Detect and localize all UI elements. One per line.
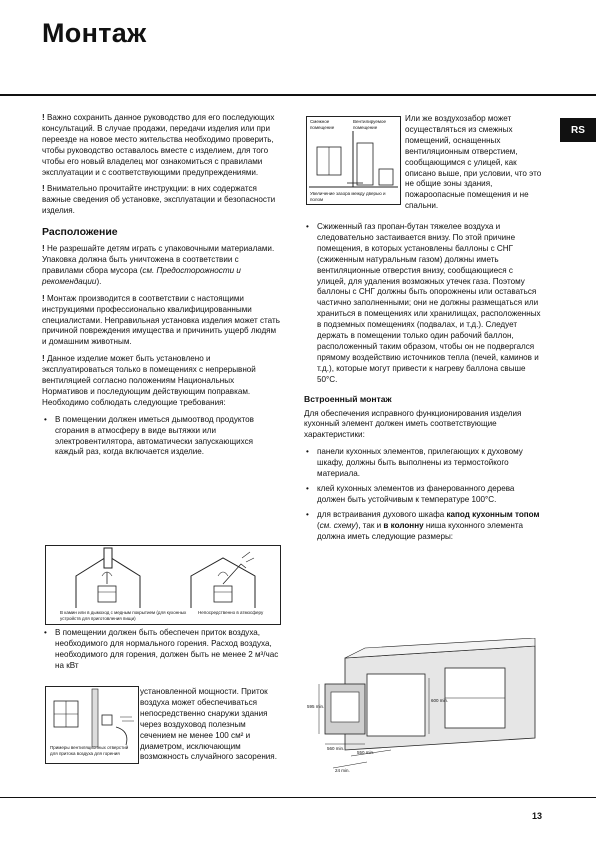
requirements-list [42,415,280,459]
bullet-icon: • [306,222,309,231]
list-item: • клей кухонных элементов из фанерованного дерева должен быть устойчивым к температуре 100°C. [306,483,515,504]
bullet-icon: • [306,447,309,457]
kitchen-cabinet-illustration [305,638,545,778]
air-inlet-figure [45,686,139,764]
right-column [304,222,544,547]
dimension-label: 600 min. [431,698,449,703]
adjacent-room-figure [306,116,401,205]
dimension-label: 550 min. [357,750,375,755]
warning-icon: ! [42,293,47,303]
page-title: Монтаж [42,18,147,48]
air-inlet-illustration [46,687,138,747]
warning-icon: ! [42,354,47,364]
page-number: 13 [532,811,543,821]
list-item: • В помещении должен быть обеспечен приток воздуха, необходимого для нормального горения. Расход воздуха, необходимого для горения, должен быть не менее 2 м³/час на кВт [44,628,279,670]
built-in-heading: Встроенный монтаж [304,393,392,404]
bullet-icon: • [44,628,47,637]
warning-icon: ! [42,113,47,122]
right-column-top [405,114,543,218]
dimension-label: 595 min. [307,704,325,709]
adjacent-room-label: Смежное помещение [310,119,335,130]
air-inlet-paragraph: установленной мощности. Приток воздуха может обеспечиваться непосредственно снаружи здания через воздуховод полезным сечением не менее 100 см² и диаметром, исключающим возможность случайного засорения. [140,687,277,762]
chimney-figure [45,545,281,625]
bullet-icon: • [44,414,47,424]
dimension-label: 560 min. [327,746,345,751]
chimney-caption-right: Непосредственно в атмосферу [198,610,264,615]
placement-paragraph-1: ! Не разрешайте детям играть с упаковочными материалами. Упаковка должна быть уничтожена в соответствии с правилами сбора мусора (см. Предосторожности и рекомендации). [42,244,275,286]
list-item: • В помещении должен иметься дымоотвод продуктов сгорания в атмосферу в виде вытяжки или электровентилятора, автоматически запускающихся каждый раз, когда включается изделие. [44,414,254,457]
dimension-label: 24 min. [335,768,350,773]
list-item: • Сжиженный газ пропан-бутан тяжелее воздуха и следовательно застаивается внизу. По этой причине помещения, в которых установлены баллоны с СНГ (сжиженным натуральным газом) должны иметь вентиляционные отверстия внизу, сообщающиеся с улицей, для удаления возможных утечек газа. Поэтому баллоны с СНГ должны быть опорожнены или оставаться частично заполненными; они не должны размещаться или храниться в помещениях или хранилищах, расположенных в подземных помещениях (подвалах, и т.д.). Следует держать в помещении только один рабочий баллон, расположенный таким образом, чтобы он не подвергался прямому воздействию источников тепла (печей, каминов и т.д.), которые могут привести к нагреву баллона свыше 50°C. [306,222,541,384]
built-in-list [304,447,544,542]
language-badge: RS [560,118,596,142]
placement-paragraph-3: ! Данное изделие может быть установлено и эксплуатироваться только в помещениях с непрерывной вентиляцией согласно положениям Национальных Нормативов и последующим действующим поправкам. Необходимо соблюдать следующие требования: [42,354,256,407]
placement-heading: Расположение [42,226,118,239]
intro-paragraph-1: ! Важно сохранить данное руководство для его последующих консультаций. В случае продажи, передачи изделия или при переезде на новое место жительства необходимо проверить, чтобы руководство оставалось вместе с изделием, для того чтобы его новый владелец мог ознакомиться с правилами эксплуатации и с соответствующими предупреждениями. [42,113,275,177]
built-in-diagram [305,638,545,778]
warning-icon: ! [42,244,47,254]
built-in-paragraph: Для обеспечения исправного функционирования изделия кухонный элемент должен иметь соответствующие характеристики: [304,408,522,440]
footer-rule [0,797,596,798]
list-item: • панели кухонных элементов, прилегающих к духовому шкафу, должны быть выполнены из термостойкого материала. [306,447,523,479]
cross-reference: см. Предосторожности и рекомендации [42,265,241,286]
air-inlet-text [140,687,280,769]
bullet-icon: • [306,483,309,493]
air-inlet-caption: Примеры вентиляционных отверстий для притока воздуха для горения [50,745,129,756]
warning-icon: ! [42,184,47,194]
left-column [42,113,280,463]
chimney-caption-left: В камин или в дымоход с медным покрытием (для кухонных устройств для приготовления пищи) [60,610,187,621]
adjacent-room-paragraph: Или же воздухозабор может осуществляться из смежных помещений, оснащенных вентиляционным отверстием, сообщающимся с улицей, как описано выше, при условии, что это не общие зоны здания, пожароопасные помещения и не спальни. [405,114,542,211]
adjacent-room-caption: Увеличение зазора между дверью и полом [310,191,386,202]
list-item: • для встраивания духового шкафа капод кухонным топом (см. схему), так и в колонну ниша кухонного элемента должна иметь следующие размеры: [306,509,540,541]
placement-paragraph-2: ! Монтаж производится в соответствии с настоящими инструкциями профессионально квалифицированными специалистами. Неправильная установка изделия может стать причиной повреждения имущества и причинить ущерб людям и домашним животным. [42,293,280,347]
ventilated-room-label: Вентилируемое помещение [353,119,386,130]
intro-paragraph-2: ! Внимательно прочитайте инструкции: в них содержатся важные сведения об установке, эксплуатации и безопасности изделия. [42,184,276,216]
bullet-icon: • [306,509,309,519]
header-rule [0,94,596,96]
left-column-bottom [42,628,280,677]
